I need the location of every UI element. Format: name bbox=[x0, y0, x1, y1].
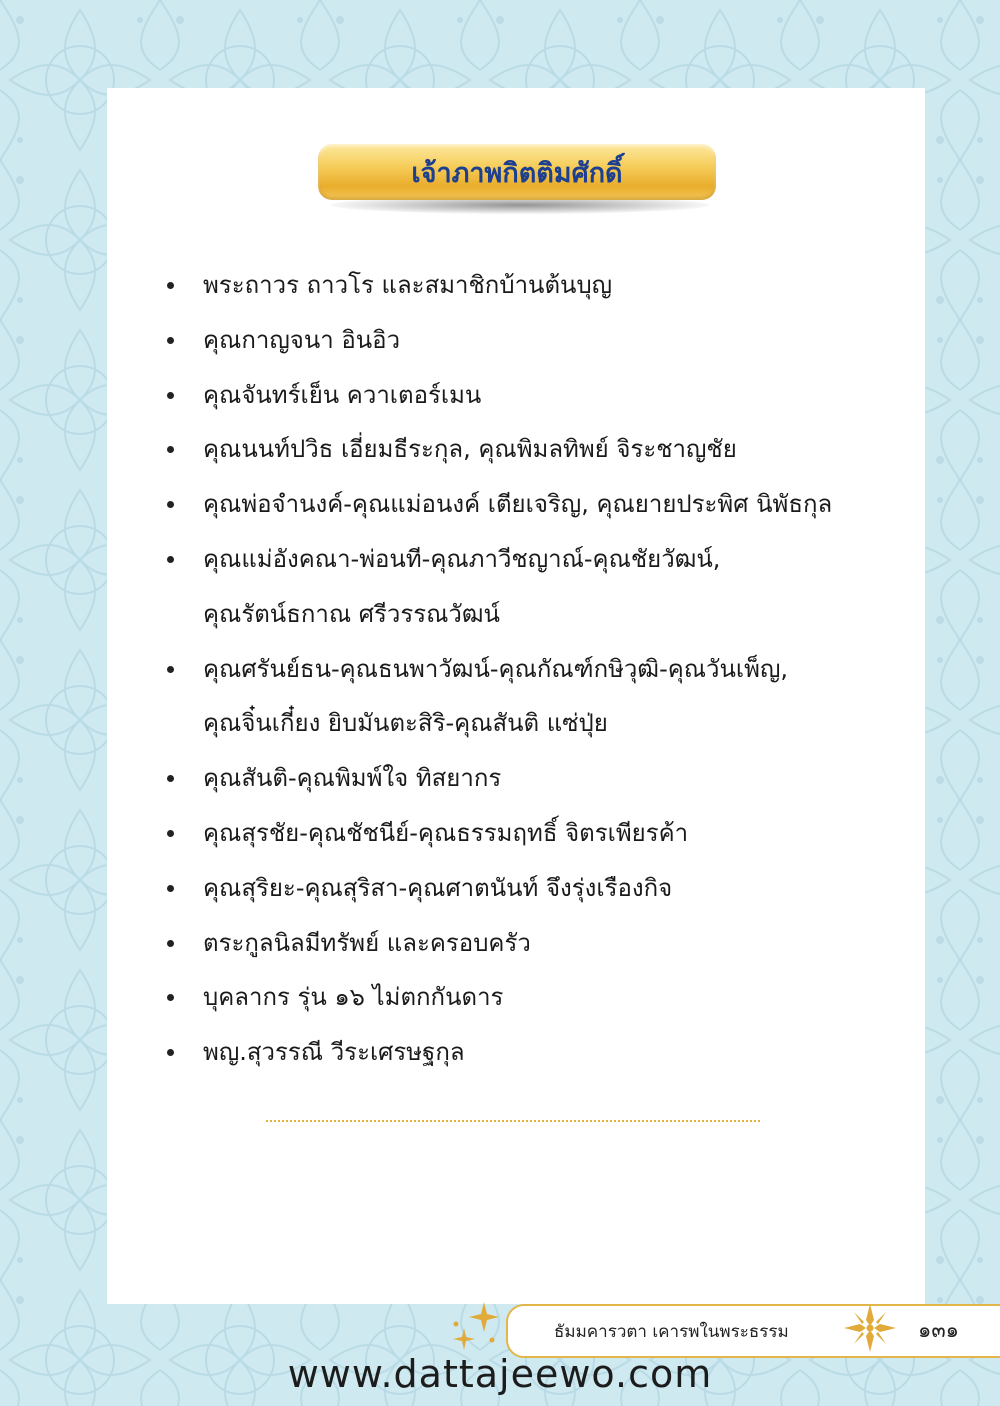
list-item-text: บุคลากร รุ่น ๑๖ ไม่ตกกันดาร bbox=[203, 983, 504, 1012]
list-item bbox=[165, 477, 885, 532]
website-url: www.dattajeewo.com bbox=[287, 1352, 713, 1396]
sponsor-list bbox=[165, 258, 885, 1080]
list-item bbox=[165, 313, 885, 368]
list-item bbox=[165, 916, 885, 971]
gold-flower-ornament-icon bbox=[842, 1302, 898, 1354]
list-item bbox=[165, 368, 885, 423]
list-item-text: พญ.สุวรรณี วีระเศรษฐกุล bbox=[203, 1038, 465, 1067]
bullet-icon bbox=[167, 830, 174, 837]
list-item-text: คุณศรันย์ธน-คุณธนพาวัฒน์-คุณกัณฑ์กษิวุฒิ-คุณวันเพ็ญ, bbox=[203, 654, 789, 683]
page-number: ๑๓๑ bbox=[918, 1318, 960, 1342]
list-item bbox=[165, 806, 885, 861]
bullet-icon bbox=[167, 556, 174, 563]
bullet-icon bbox=[167, 446, 174, 453]
list-item-text: คุณจิ๋นเกี๋ยง ยิบมันตะสิริ-คุณสันติ แซ่ปุ่ย bbox=[203, 709, 608, 738]
bullet-icon bbox=[167, 282, 174, 289]
list-item-text: คุณพ่อจำนงค์-คุณแม่อนงค์ เตียเจริญ, คุณยายประพิศ นิพัธกุล bbox=[203, 490, 833, 519]
list-item-text: คุณสุริยะ-คุณสุริสา-คุณศาตนันท์ จึงรุ่งเรืองกิจ bbox=[203, 873, 673, 902]
title-banner bbox=[318, 144, 716, 200]
list-item bbox=[165, 258, 885, 313]
list-item-text: พระถาวร ถาวโร และสมาชิกบ้านต้นบุญ bbox=[203, 271, 613, 299]
list-item bbox=[165, 861, 885, 916]
list-item bbox=[165, 751, 885, 806]
list-item bbox=[165, 532, 885, 642]
dotted-divider bbox=[266, 1120, 760, 1122]
bullet-icon bbox=[167, 337, 174, 344]
list-item bbox=[165, 970, 885, 1025]
list-item-text: ตระกูลนิลมีทรัพย์ และครอบครัว bbox=[203, 928, 531, 957]
list-item-text: คุณนนท์ปวิธ เอี่ยมธีระกุล, คุณพิมลทิพย์ จิระชาญชัย bbox=[203, 435, 737, 464]
list-item-text: คุณสุรชัย-คุณชัชนีย์-คุณธรรมฤทธิ์ จิตรเพียรค้า bbox=[203, 818, 689, 847]
bullet-icon bbox=[167, 392, 174, 399]
footer-book-title: ธัมมคารวตา เคารพในพระธรรม bbox=[554, 1322, 789, 1342]
list-item bbox=[165, 422, 885, 477]
list-item-text: คุณกาญจนา อินอิว bbox=[203, 325, 401, 354]
list-item bbox=[165, 1025, 885, 1080]
list-item-text: คุณจันทร์เย็น ควาเตอร์เมน bbox=[203, 380, 482, 409]
bullet-icon bbox=[167, 885, 174, 892]
bullet-icon bbox=[167, 1049, 174, 1056]
bullet-icon bbox=[167, 501, 174, 508]
list-item bbox=[165, 642, 885, 752]
bullet-icon bbox=[167, 940, 174, 947]
list-item-text: คุณรัตน์ธกาณ ศรีวรรณวัฒน์ bbox=[203, 599, 500, 628]
list-item-text: คุณแม่อังคณา-พ่อนที-คุณภาวีชญาณ์-คุณชัยวัฒน์, bbox=[203, 544, 721, 573]
gold-sparkle-ornament-icon bbox=[444, 1300, 504, 1360]
page-title: เจ้าภาพกิตติมศักดิ์ bbox=[411, 157, 623, 189]
bullet-icon bbox=[167, 666, 174, 673]
bullet-icon bbox=[167, 775, 174, 782]
list-item-text: คุณสันติ-คุณพิมพ์ใจ ทิสยากร bbox=[203, 764, 502, 793]
bullet-icon bbox=[167, 994, 174, 1001]
